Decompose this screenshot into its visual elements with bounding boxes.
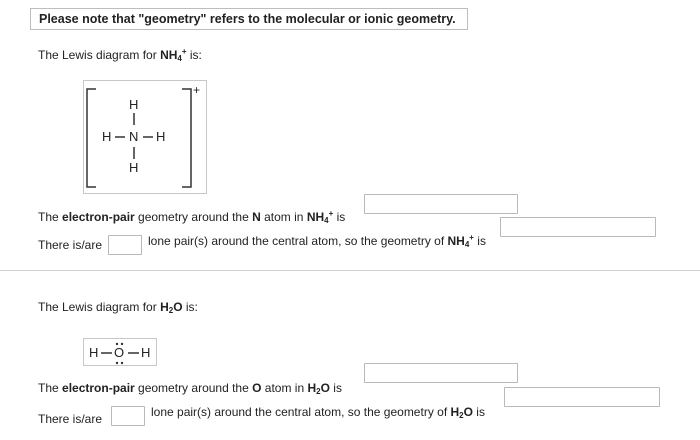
nh4-electron-geometry-question: The electron-pair geometry around the N atom in $NH_4^+$ is [38,209,346,225]
h2o-geometry-input[interactable] [504,387,660,407]
geometry-note: Please note that "geometry" refers to the molecular or ionic geometry. [30,8,468,30]
atom-h-right: H [141,345,151,360]
nh4-lewis-diagram [83,80,207,194]
atom-o-center: O [114,345,125,360]
atom-h-left: H [89,345,99,360]
nh4-lone-pairs-input[interactable] [108,235,142,255]
charge-label: + [193,83,201,97]
atom-h-left: H [102,129,112,144]
h2o-electron-geometry-question: The electron-pair geometry around the O atom in $H_2O$ is [38,381,342,396]
nh4-geometry-question: lone pair(s) around the central atom, so the geometry of $NH_4^+$ is [148,233,486,249]
atom-h-top: H [129,97,139,112]
nh4-lone-pairs-label: There is/are [38,238,103,252]
atom-h-bottom: H [129,160,139,175]
nh4-geometry-input[interactable] [500,217,656,237]
nh4-intro: The Lewis diagram for $NH_4^+$ is: [38,47,202,63]
h2o-geometry-question: lone pair(s) around the central atom, so the geometry of $H_2O$ is [151,405,485,420]
h2o-lone-pairs-input[interactable] [111,406,145,426]
h2o-electron-geometry-input[interactable] [364,363,518,383]
atom-h-right: H [156,129,166,144]
h2o-lewis-diagram [83,338,157,366]
section-divider [0,270,700,271]
atom-n-center: N [129,129,139,144]
h2o-intro: The Lewis diagram for $H_2O$ is: [38,300,198,315]
h2o-lone-pairs-label: There is/are [38,412,103,426]
nh4-electron-geometry-input[interactable] [364,194,518,214]
